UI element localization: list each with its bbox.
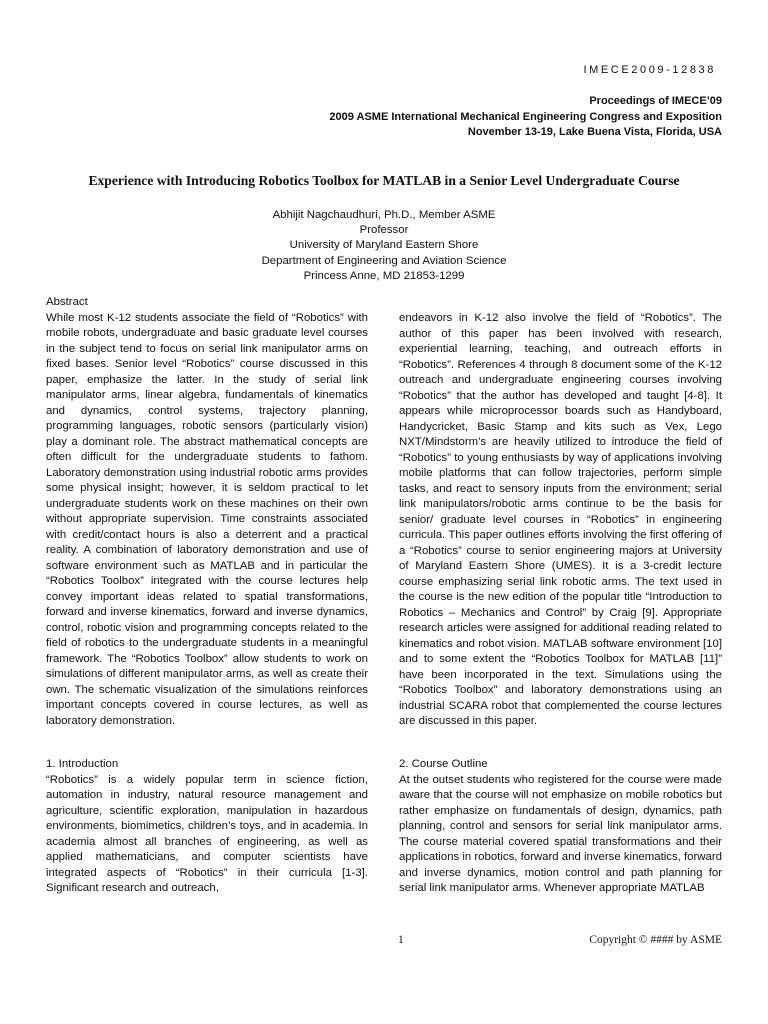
left-column-bottom — [46, 757, 368, 897]
course-outline-heading: 2. Course Outline — [399, 758, 488, 770]
introduction-text-left: “Robotics” is a widely popular term in science fiction, automation in industry, natural resource management and agriculture, scientific exploration, manipulation in hazardous environments, biomimetics, children’s toys, and in academia. In academia almost all branches of engineering, as well as applied mathematicians, and computer scientists have integrated aspects of “Robotics” in their curricula [1-3]. Significant research and outreach, — [46, 773, 368, 894]
abstract-text: While most K-12 students associate the field of “Robotics” with mobile robots, undergraduate and basic graduate level courses in the subject tend to focus on serial link manipulator arms on fixed bases. Senior level “Robotics” course discussed in this paper, emphasize the latter. In the study of serial link manipulator arms, linear algebra, fundamentals of kinematics and dynamics, control systems, trajectory planning, programming languages, robotic sensors (particularly vision) play a dominant role. The abstract mathematical concepts are often difficult for the undergraduate students to fathom. Laboratory demonstration using industrial robotic arms provides some physical insight; however, it is seldom practical to let undergraduate students work on these machines on their own without appropriate supervision. Time constraints associated with credit/contact hours is also a deterrent and a practical reality. A combination of laboratory demonstration and use of software environment such as MATLAB and in particular the “Robotics Toolbox” integrated with the course lectures help convey important ideas related to spatial transformations, forward and inverse kinematics, forward and inverse dynamics, control, robotic vision and programming concepts related to the field of robotics to the undergraduate students in a meaningful framework. The “Robotics Toolbox” allow students to work on simulations of different manipulator arms, as well as create their own. The schematic visualization of the simulations reinforces important concepts covered in course lectures, as well as laboratory demonstration. — [46, 311, 368, 727]
paper-title: Experience with Introducing Robotics Toolbox for MATLAB in a Senior Level Undergraduate Course — [88, 173, 680, 188]
introduction-heading: 1. Introduction — [46, 758, 119, 770]
proceedings-line: Proceedings of IMECE’09 — [589, 95, 722, 107]
abstract-heading: Abstract — [46, 296, 88, 308]
author-university: University of Maryland Eastern Shore — [289, 239, 479, 252]
proceedings-block — [329, 94, 722, 141]
copyright-notice: Copyright © #### by ASME — [589, 934, 722, 946]
author-address: Princess Anne, MD 21853-1299 — [303, 269, 465, 282]
author-department: Department of Engineering and Aviation Science — [261, 254, 507, 267]
left-column-top — [46, 295, 368, 729]
page-number: 1 — [398, 934, 404, 946]
author-name: Abhijit Nagchaudhuri, Ph.D., Member ASME — [272, 209, 496, 221]
right-column-top — [399, 311, 722, 730]
paper-id: IMECE2009-12838 — [583, 64, 716, 76]
conference-name: 2009 ASME International Mechanical Engineering Congress and Exposition — [329, 110, 722, 123]
course-outline-text: At the outset students who registered for the course were made aware that the course will not emphasize on mobile robotics but rather emphasize on fundamentals of design, dynamics, path planning, control and sensors for serial link manipulator arms. The course material covered spatial transformations and their applications in robotics, forward and inverse kinematics, forward and inverse dynamics, motion control and path planning for serial link manipulator arms. Whenever appropriate MATLAB — [399, 773, 722, 894]
introduction-text-right: endeavors in K-12 also involve the field of “Robotics”. The author of this paper has been involved with research, experiential learning, teaching, and outreach efforts in “Robotics”. References 4 through 8 document some of the K-12 outreach and undergraduate engineering courses involving “Robotics” that the author has developed and taught [4-8]. It appears while microprocessor boards such as Handyboard, Handycricket, Basic Stamp and kits such as Vex, Lego NXT/Mindstorm’s are heavily utilized to introduce the field of “Robotics” to young enthusiasts by way of applications involving mobile platforms that can follow trajectories, perform simple tasks, and react to sensory inputs from the environment; serial link manipulators/robotic arms continue to be the basis for senior/ graduate level courses in “Robotics” in engineering curricula. This paper outlines efforts involving the first offering of a “Robotics” course to senior engineering majors at University of Maryland Eastern Shore (UMES). It is a 3-credit lecture course emphasizing serial link robotic arms. The text used in the course is the new edition of the popular title “Introduction to Robotics – Mechanics and Control” by Craig [9]. Appropriate research articles were assigned for additional reading related to kinematics and robot vision. MATLAB software environment [10] and to some extent the “Robotics Toolbox for MATLAB [11]” have been incorporated in the text. Simulations using the “Robotics Toolbox” and laboratory demonstrations using an industrial SCARA robot that complemented the course lectures are discussed in this paper. — [399, 312, 722, 727]
conference-date-location: November 13-19, Lake Buena Vista, Florida, USA — [467, 126, 722, 138]
right-column-bottom — [399, 757, 722, 897]
author-block — [0, 208, 768, 284]
author-position: Professor — [359, 224, 409, 237]
